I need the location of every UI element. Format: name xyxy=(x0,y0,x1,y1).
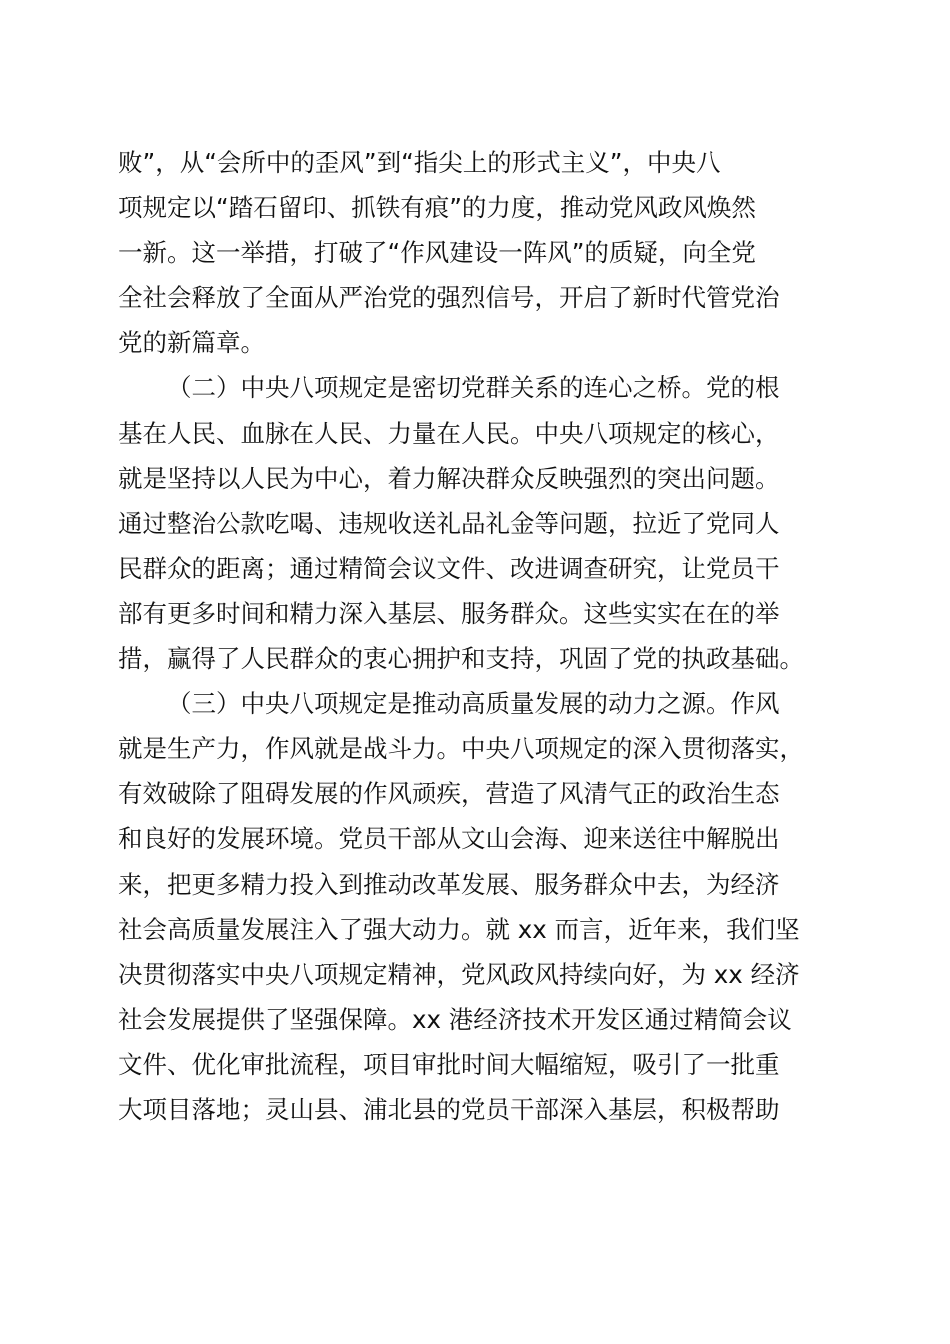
text-line: 大项目落地；灵山县、浦北县的党员干部深入基层，积极帮助 xyxy=(118,1094,780,1124)
text-line: 通过整治公款吃喝、违规收送礼品礼金等问题，拉近了党同人 xyxy=(118,508,780,538)
text-line: 部有更多时间和精力深入基层、服务群众。这些实实在在的举 xyxy=(118,598,780,628)
text-line: 社会发展提供了坚强保障。xx 港经济技术开发区通过精简会议 xyxy=(118,1004,792,1034)
body-text xyxy=(118,140,830,1132)
text-line: 社会高质量发展注入了强大动力。就 xx 而言，近年来，我们坚 xyxy=(118,914,800,944)
text-line: 基在人民、血脉在人民、力量在人民。中央八项规定的核心， xyxy=(118,418,780,448)
text-line: 决贯彻落实中央八项规定精神，党风政风持续向好，为 xx 经济 xyxy=(118,959,800,989)
text-line: 和良好的发展环境。党员干部从文山会海、迎来送往中解脱出 xyxy=(118,824,780,854)
text-line: 就是生产力，作风就是战斗力。中央八项规定的深入贯彻落实， xyxy=(118,734,804,764)
text-line: 项规定以“踏石留印、抓铁有痕”的力度，推动党风政风焕然 xyxy=(118,193,756,223)
text-line: 文件、优化审批流程，项目审批时间大幅缩短，吸引了一批重 xyxy=(118,1049,780,1079)
text-line: 民群众的距离；通过精简会议文件、改进调查研究，让党员干 xyxy=(118,553,780,583)
text-line: 措，赢得了人民群众的衷心拥护和支持，巩固了党的执政基础。 xyxy=(118,644,804,674)
text-line: 败”，从“会所中的歪风”到“指尖上的形式主义”，中央八 xyxy=(118,148,721,177)
text-line: 一新。这一举措，打破了“作风建设一阵风”的质疑，向全党 xyxy=(118,238,756,268)
text-line: 全社会释放了全面从严治党的强烈信号，开启了新时代管党治 xyxy=(118,283,780,313)
text-line: 有效破除了阻碍发展的作风顽疾，营造了风清气正的政治生态 xyxy=(118,779,780,809)
text-line: 就是坚持以人民为中心，着力解决群众反映强烈的突出问题。 xyxy=(118,463,780,493)
text-line: 党的新篇章。 xyxy=(118,328,265,358)
text-line: 来，把更多精力投入到推动改革发展、服务群众中去，为经济 xyxy=(118,869,780,899)
paragraph-first-line: （二）中央八项规定是密切党群关系的连心之桥。党的根 xyxy=(167,373,780,403)
paragraph-first-line: （三）中央八项规定是推动高质量发展的动力之源。作风 xyxy=(167,689,780,719)
